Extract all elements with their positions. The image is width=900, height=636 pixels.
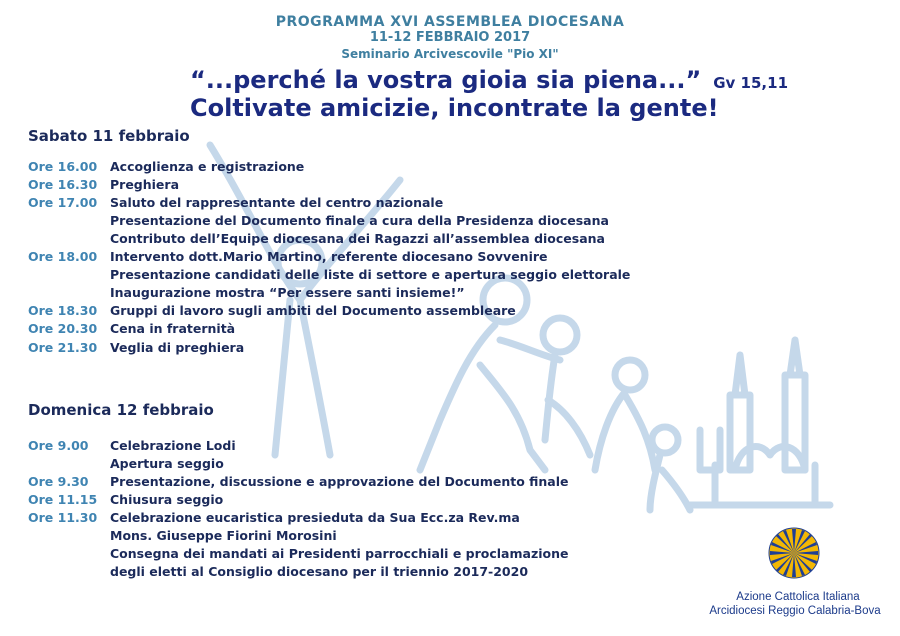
header bbox=[0, 14, 900, 62]
row-activity: Intervento dott.Mario Martino, referente diocesano Sovvenire bbox=[110, 249, 548, 264]
row-time: Ore 9.30 bbox=[28, 474, 89, 489]
row-time: Ore 20.30 bbox=[28, 321, 98, 336]
row-time: Ore 9.00 bbox=[28, 438, 89, 453]
row-activity: Saluto del rappresentante del centro nazionale bbox=[110, 195, 444, 210]
program-dates: 11-12 FEBBRAIO 2017 bbox=[369, 30, 531, 45]
row-activity: Preghiera bbox=[110, 177, 180, 192]
quote-reference: Gv 15,11 bbox=[713, 74, 789, 92]
row-activity: Cena in fraternità bbox=[110, 321, 236, 336]
row-activity: Chiusura seggio bbox=[110, 492, 224, 507]
day-title-saturday: Sabato 11 febbraio bbox=[28, 127, 190, 145]
row-activity: Consegna dei mandati ai Presidenti parrocchiali e proclamazione bbox=[110, 546, 569, 561]
row-time: Ore 18.30 bbox=[28, 303, 98, 318]
program-title: PROGRAMMA XVI ASSEMBLEA DIOCESANA bbox=[275, 14, 625, 30]
day-title-sunday: Domenica 12 febbraio bbox=[28, 401, 214, 419]
azione-cattolica-logo bbox=[768, 527, 820, 579]
row-time: Ore 16.30 bbox=[28, 177, 98, 192]
row-activity: Presentazione del Documento finale a cura della Presidenza diocesana bbox=[110, 213, 609, 228]
row-activity: Presentazione candidati delle liste di settore e apertura seggio elettorale bbox=[110, 267, 631, 282]
row-activity: Presentazione, discussione e approvazione del Documento finale bbox=[110, 474, 569, 489]
row-activity: Inaugurazione mostra “Per essere santi insieme!” bbox=[110, 285, 465, 300]
row-time: Ore 21.30 bbox=[28, 340, 98, 355]
program-venue: Seminario Arcivescovile "Pio XI" bbox=[341, 47, 559, 61]
quote-text: “...perché la vostra gioia sia piena...” bbox=[190, 66, 702, 94]
row-time: Ore 18.00 bbox=[28, 249, 98, 264]
row-activity: Gruppi di lavoro sugli ambiti del Documento assembleare bbox=[110, 303, 516, 318]
row-activity: Celebrazione eucaristica presieduta da Sua Ecc.za Rev.ma bbox=[110, 510, 520, 525]
organization-name: Azione Cattolica Italiana bbox=[736, 591, 860, 603]
row-time: Ore 17.00 bbox=[28, 195, 98, 210]
diocese-name: Arcidiocesi Reggio Calabria-Bova bbox=[709, 605, 881, 617]
row-activity: Celebrazione Lodi bbox=[110, 438, 236, 453]
row-activity: Contributo dell’Equipe diocesana dei Ragazzi all’assemblea diocesana bbox=[110, 231, 605, 246]
quote bbox=[190, 66, 788, 94]
row-activity: degli eletti al Consiglio diocesano per il triennio 2017-2020 bbox=[110, 564, 529, 579]
motto: Coltivate amicizie, incontrate la gente! bbox=[190, 94, 719, 122]
row-time: Ore 11.30 bbox=[28, 510, 98, 525]
row-activity: Veglia di preghiera bbox=[110, 340, 245, 355]
row-activity: Mons. Giuseppe Fiorini Morosini bbox=[110, 528, 337, 543]
row-activity: Apertura seggio bbox=[110, 456, 224, 471]
row-activity: Accoglienza e registrazione bbox=[110, 159, 305, 174]
row-time: Ore 11.15 bbox=[28, 492, 98, 507]
row-time: Ore 16.00 bbox=[28, 159, 98, 174]
